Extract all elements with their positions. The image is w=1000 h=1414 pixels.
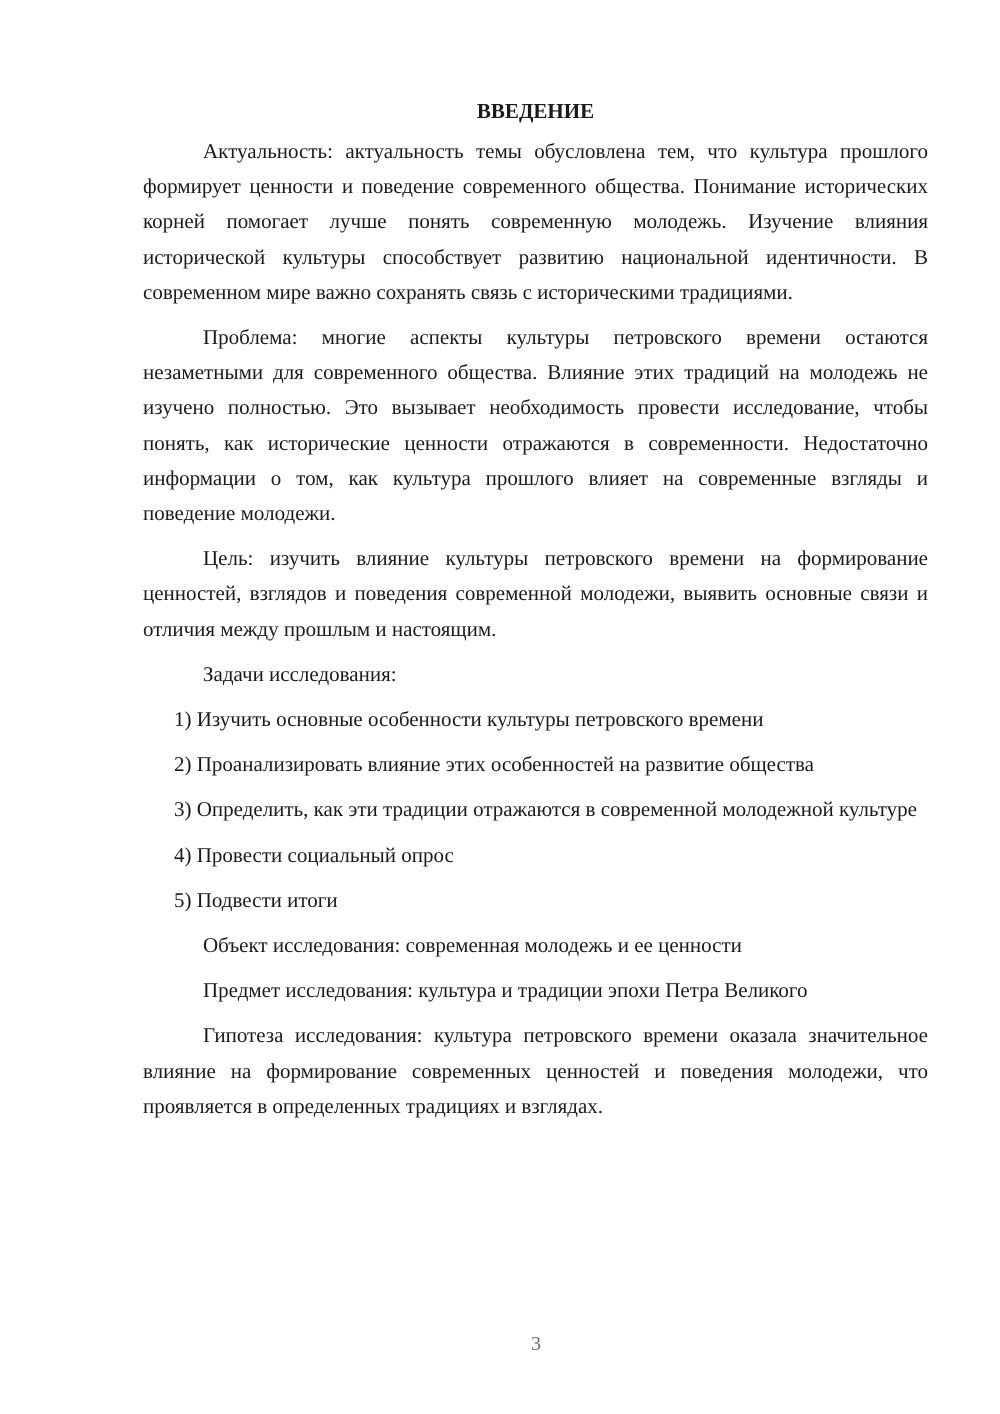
task-item-5: 5) Подвести итоги	[174, 887, 338, 912]
paragraph-subject: Предмет исследования: культура и традиции эпохи Петра Великого	[203, 978, 808, 1003]
paragraph-object: Объект исследования: современная молодежь и ее ценности	[203, 933, 742, 958]
task-item-3: 3) Определить, как эти традиции отражаются в современной молодежной культуре	[174, 797, 917, 822]
task-item-2: 2) Проанализировать влияние этих особенностей на развитие общества	[174, 752, 814, 777]
task-item-4: 4) Провести социальный опрос	[174, 842, 454, 867]
page-title: ВВЕДЕНИЕ	[476, 99, 595, 123]
document-page	[143, 94, 928, 1134]
paragraph-relevance: Актуальность: актуальность темы обусловлена тем, что культура прошлого формирует ценности и поведение современного общества. Понимание исторических корней помогает лучше понять современную молодежь. Изучение влияния исторической культуры способствует развитию национальной идентичности. В современном мире важно сохранять связь с историческими традициями.	[143, 139, 928, 304]
paragraph-hypothesis: Гипотеза исследования: культура петровского времени оказала значительное влияние на формирование современных ценностей и поведения молодежи, что проявляется в определенных традициях и взглядах.	[143, 1023, 928, 1118]
paragraph-problem: Проблема: многие аспекты культуры петровского времени остаются незаметными для современного общества. Влияние этих традиций на молодежь не изучено полностью. Это вызывает необходимость провести исследование, чтобы понять, как исторические ценности отражаются в современности. Недостаточно информации о том, как культура прошлого влияет на современные взгляды и поведение молодежи.	[143, 325, 928, 526]
task-item-1: 1) Изучить основные особенности культуры петровского времени	[174, 707, 764, 732]
tasks-title: Задачи исследования:	[203, 661, 397, 686]
paragraph-goal: Цель: изучить влияние культуры петровского времени на формирование ценностей, взглядов и поведения современной молодежи, выявить основные связи и отличия между прошлым и настоящим.	[143, 546, 928, 641]
page-number: 3	[531, 1333, 541, 1355]
